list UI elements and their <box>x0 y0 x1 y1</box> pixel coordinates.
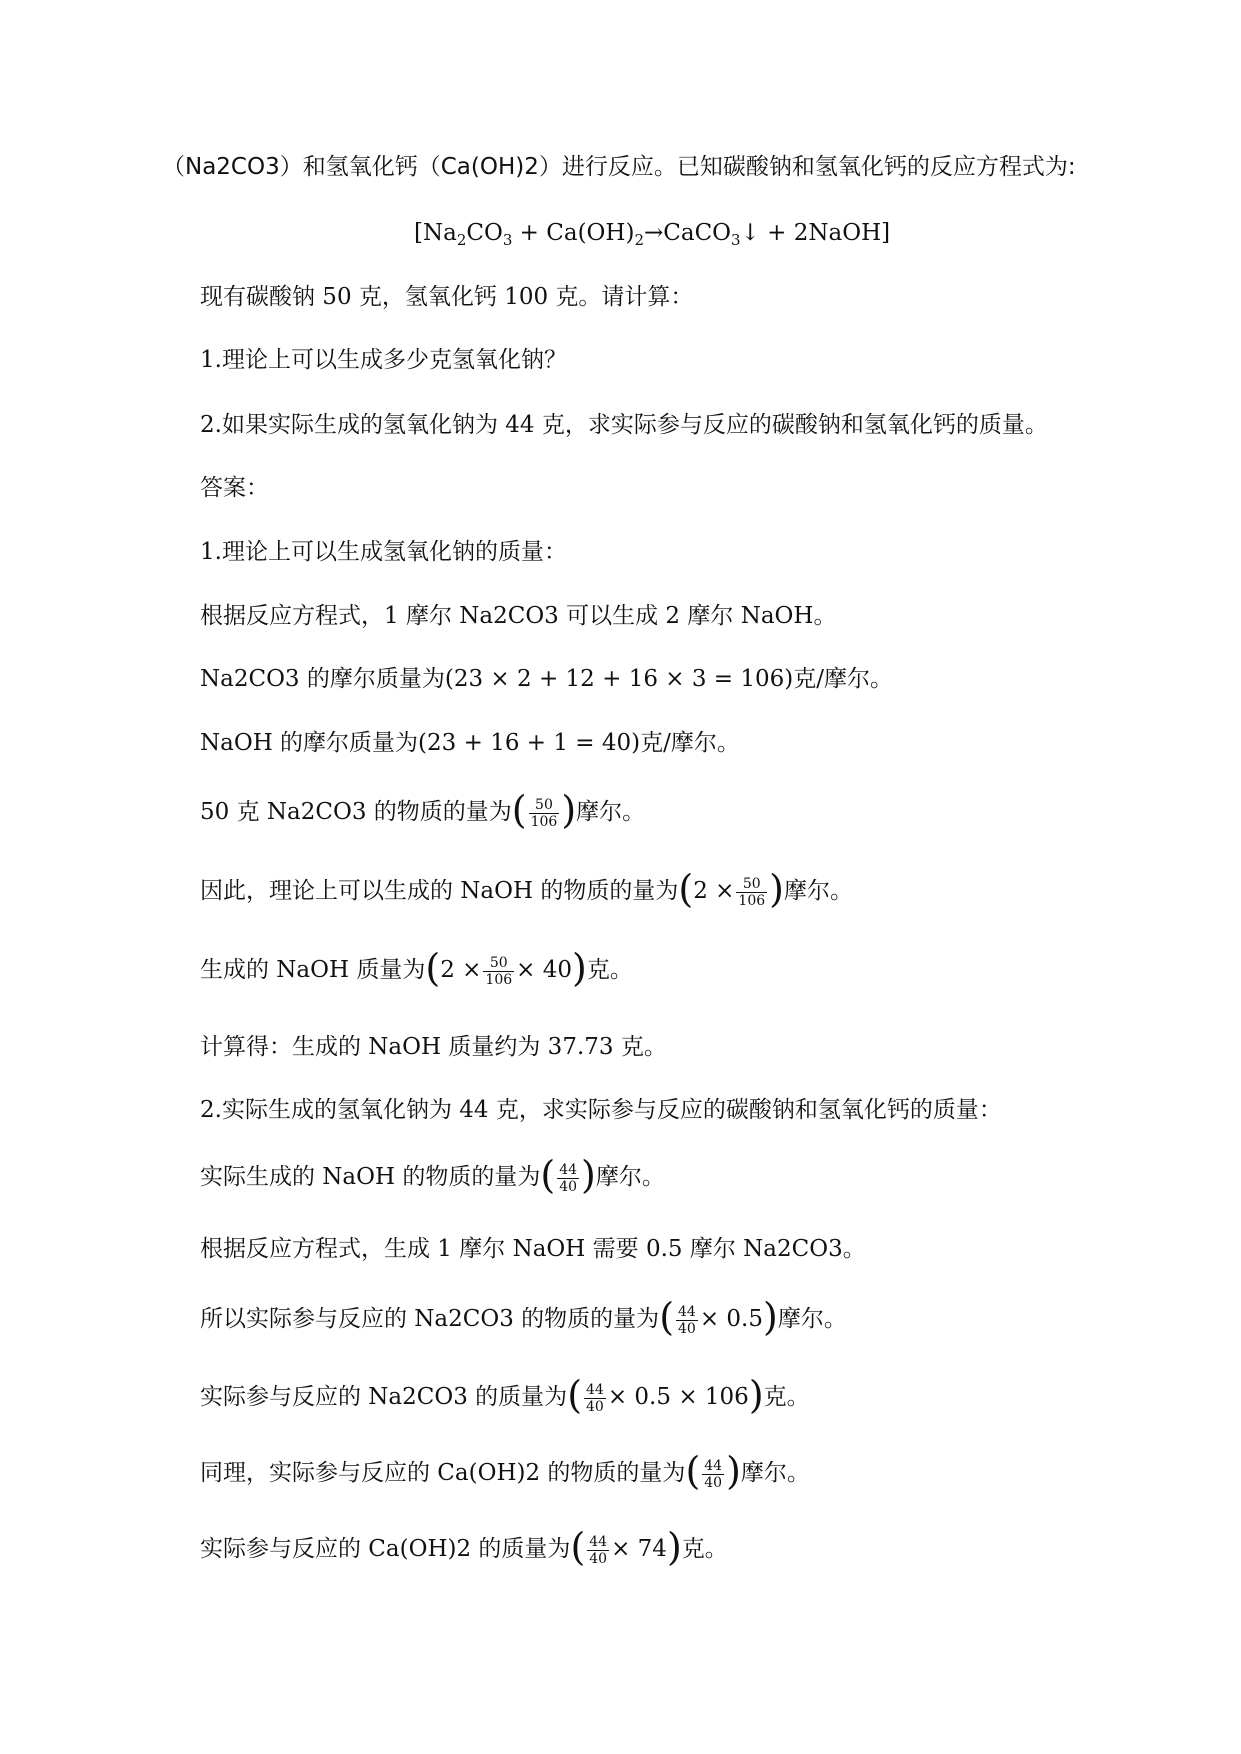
text: 摩尔。 <box>740 1460 810 1486</box>
paren: ( <box>425 946 441 990</box>
eq-subscript: 2 <box>634 231 644 249</box>
answer-line-fraction <box>200 1153 665 1197</box>
answer-line-fraction <box>200 1373 810 1417</box>
fraction <box>557 1162 579 1195</box>
paren: ( <box>659 1295 675 1339</box>
fraction <box>736 876 767 909</box>
paren: ) <box>726 1449 741 1493</box>
text: 生成的 NaOH 质量为 <box>200 957 426 983</box>
answer-line-fraction <box>200 788 646 832</box>
numerator: 50 <box>742 875 761 892</box>
text: 因此，理论上可以生成的 NaOH 的物质的量为 <box>200 878 679 904</box>
text: 同理，实际参与反应的 Ca(OH)2 的物质的量为 <box>200 1460 686 1486</box>
denominator: 106 <box>485 971 513 988</box>
answer-2-heading: 2.实际生成的氢氧化钠为 44 克，求实际参与反应的碳酸钠和氢氧化钙的质量： <box>200 1097 1002 1123</box>
paren: ) <box>561 788 577 832</box>
fraction <box>529 797 560 830</box>
text: 实际参与反应的 Ca(OH)2 的质量为 <box>200 1536 571 1562</box>
eq-part: →CaCO <box>644 220 732 246</box>
denominator: 40 <box>559 1178 578 1195</box>
math-text: × 74 <box>611 1536 667 1562</box>
eq-subscript: 2 <box>456 231 467 249</box>
answer-line: 根据反应方程式，生成 1 摩尔 NaOH 需要 0.5 摩尔 Na2CO3。 <box>200 1236 866 1262</box>
paren: ( <box>511 788 527 832</box>
math-text: 2 × <box>693 878 735 904</box>
paren: ( <box>570 1525 586 1569</box>
numerator: 44 <box>586 1381 604 1398</box>
answer-line: Na2CO3 的摩尔质量为(23 × 2 + 12 + 16 × 3 = 106)克/摩尔。 <box>200 666 893 692</box>
denominator: 106 <box>530 813 558 830</box>
reaction-equation <box>414 216 890 257</box>
text: 所以实际参与反应的 Na2CO3 的物质的量为 <box>200 1306 660 1332</box>
answer-line: 计算得：生成的 NaOH 质量约为 37.73 克。 <box>200 1034 667 1060</box>
answer-line-fraction <box>200 1295 847 1339</box>
paren: ( <box>540 1153 556 1197</box>
answer-line-fraction <box>200 1449 810 1493</box>
math-text: × 40 <box>516 957 573 983</box>
answer-line-fraction <box>200 946 633 990</box>
denominator: 106 <box>738 892 766 909</box>
paren: ( <box>567 1373 583 1417</box>
numerator: 50 <box>535 796 553 813</box>
paren: ) <box>769 867 784 911</box>
math-text: × 0.5 × 106 <box>607 1384 749 1410</box>
numerator: 44 <box>704 1457 723 1474</box>
denominator: 40 <box>586 1398 604 1415</box>
text: 摩尔。 <box>576 799 646 825</box>
math-text: 2 × <box>440 957 482 983</box>
text: 实际参与反应的 Na2CO3 的质量为 <box>200 1384 568 1410</box>
eq-part: ↓ + 2NaOH] <box>740 220 891 246</box>
eq-part: CO <box>466 220 503 246</box>
math-text: × 0.5 <box>699 1306 764 1332</box>
text: 实际生成的 NaOH 的物质的量为 <box>200 1164 541 1190</box>
paren: ) <box>666 1525 682 1569</box>
fraction <box>587 1534 609 1567</box>
fraction <box>483 955 514 988</box>
fraction <box>702 1458 724 1491</box>
paren: ( <box>678 867 694 911</box>
eq-part: [Na <box>414 220 457 246</box>
denominator: 40 <box>589 1550 608 1567</box>
paren: ( <box>685 1449 701 1493</box>
paragraph-intro: （Na2CO3）和氢氧化钙（Ca(OH)2）进行反应。已知碳酸钠和氢氧化钙的反应方程式为: <box>162 154 1076 180</box>
eq-subscript: 3 <box>502 231 513 249</box>
answer-line: NaOH 的摩尔质量为(23 + 16 + 1 = 40)克/摩尔。 <box>200 730 740 756</box>
question-2: 2.如果实际生成的氢氧化钠为 44 克，求实际参与反应的碳酸钠和氢氧化钙的质量。 <box>200 412 1048 438</box>
fraction <box>676 1304 698 1337</box>
paren: ) <box>572 946 587 990</box>
fraction <box>584 1382 606 1415</box>
text: 摩尔。 <box>777 1306 847 1332</box>
numerator: 50 <box>489 954 508 971</box>
paren: ) <box>581 1153 596 1197</box>
eq-subscript: 3 <box>731 231 741 249</box>
answer-1-heading: 1.理论上可以生成氢氧化钠的质量： <box>200 539 567 565</box>
paren: ) <box>763 1295 778 1339</box>
denominator: 40 <box>704 1474 723 1491</box>
answer-line: 根据反应方程式，1 摩尔 Na2CO3 可以生成 2 摩尔 NaOH。 <box>200 603 837 629</box>
text: 50 克 Na2CO3 的物质的量为 <box>200 799 512 825</box>
numerator: 44 <box>559 1161 578 1178</box>
problem-statement: 现有碳酸钠 50 克，氢氧化钙 100 克。请计算： <box>200 284 694 310</box>
eq-part: + Ca(OH) <box>512 220 635 246</box>
text: 摩尔。 <box>595 1164 665 1190</box>
answer-line-fraction <box>200 1525 728 1569</box>
numerator: 44 <box>678 1303 696 1320</box>
denominator: 40 <box>678 1320 696 1337</box>
text: 克。 <box>586 957 633 983</box>
text: 摩尔。 <box>783 878 853 904</box>
text: 克。 <box>681 1536 728 1562</box>
answer-heading: 答案： <box>200 475 269 501</box>
numerator: 44 <box>589 1533 608 1550</box>
text: 克。 <box>763 1384 810 1410</box>
answer-line-fraction <box>200 867 853 911</box>
paren: ) <box>748 1373 764 1417</box>
question-1: 1.理论上可以生成多少克氢氧化钠？ <box>200 347 567 373</box>
